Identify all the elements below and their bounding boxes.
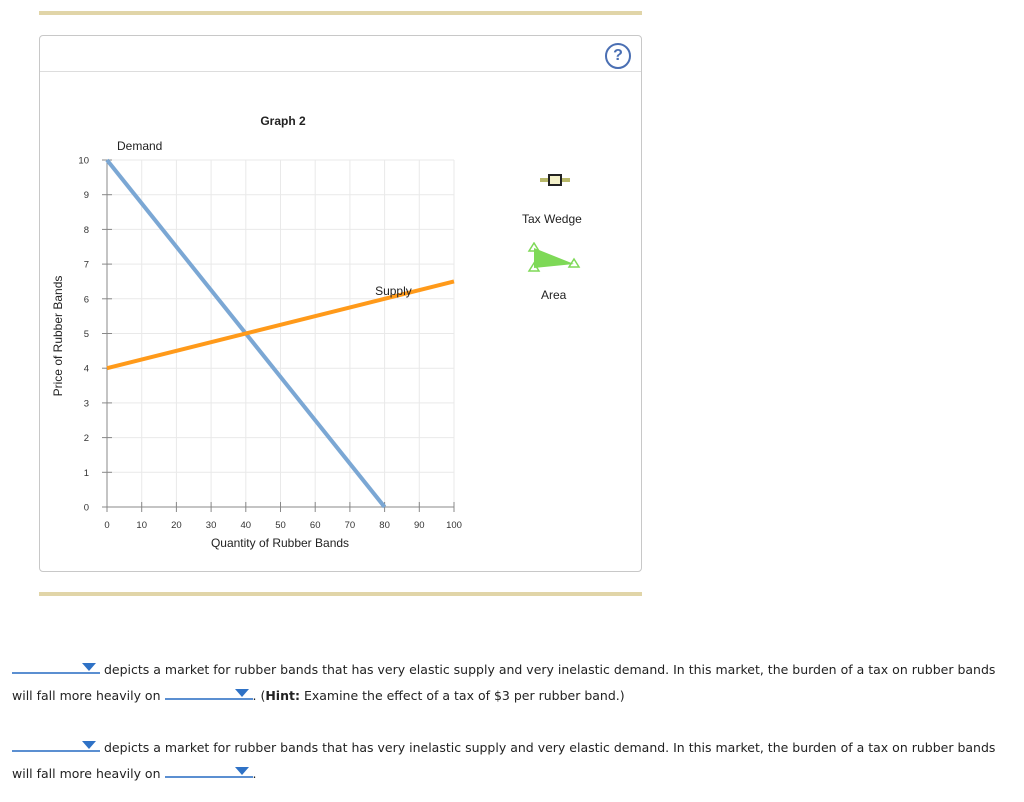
y-tick-label-0: 0	[83, 502, 89, 514]
x-tick-label-20: 20	[171, 520, 182, 531]
x-tick-label-0: 0	[104, 520, 110, 531]
question-2-burden-dropdown[interactable]	[165, 762, 253, 778]
y-tick-label-3: 3	[83, 398, 89, 410]
grid	[107, 160, 454, 507]
axes	[102, 160, 454, 512]
y-axis-label: Price of Rubber Bands	[51, 275, 65, 397]
graph-panel	[39, 35, 642, 572]
question-2-text-end: .	[252, 766, 257, 781]
y-tick-label-2: 2	[83, 433, 89, 445]
area-label: Area	[541, 288, 567, 302]
x-tick-label-30: 30	[205, 520, 217, 531]
x-tick-label-60: 60	[309, 520, 321, 531]
y-tick-label-5: 5	[83, 329, 89, 340]
area-triangle-icon	[526, 242, 582, 272]
chart-title: Graph 2	[260, 114, 306, 128]
top-divider	[39, 11, 642, 15]
chevron-down-icon	[235, 767, 249, 775]
question-1-burden-dropdown[interactable]	[165, 684, 253, 700]
tick-labels	[78, 156, 462, 532]
x-tick-label-70: 70	[344, 520, 356, 531]
question-1-text-end: . (	[252, 688, 266, 703]
area-tool[interactable]	[526, 242, 582, 272]
y-tick-label-6: 6	[83, 294, 89, 306]
question-1-graph-dropdown[interactable]	[12, 658, 100, 674]
y-tick-label-1: 1	[83, 467, 89, 479]
x-tick-label-90: 90	[414, 520, 425, 531]
chevron-down-icon	[82, 741, 96, 749]
bottom-divider	[39, 592, 642, 596]
y-tick-label-7: 7	[83, 259, 89, 271]
x-tick-label-10: 10	[136, 520, 147, 531]
hint-label: Hint:	[265, 688, 300, 703]
tax-wedge-tool[interactable]	[540, 173, 570, 187]
y-tick-label-9: 9	[83, 190, 89, 202]
supply-curve-label: Supply	[375, 283, 412, 298]
x-tick-label-100: 100	[446, 520, 462, 531]
chevron-down-icon	[235, 689, 249, 697]
x-axis-label: Quantity of Rubber Bands	[210, 536, 350, 550]
question-2-graph-dropdown[interactable]	[12, 736, 100, 752]
chevron-down-icon	[82, 663, 96, 671]
question-2	[12, 735, 1012, 787]
x-tick-label-50: 50	[275, 520, 286, 531]
tax-wedge-label: Tax Wedge	[522, 212, 582, 226]
hint-text: Examine the effect of a tax of $3 per rubber band.)	[303, 688, 625, 703]
question-1	[12, 657, 1012, 709]
demand-curve-label: Demand	[117, 139, 163, 153]
y-tick-label-10: 10	[78, 155, 89, 167]
x-tick-label-40: 40	[240, 520, 252, 531]
help-icon[interactable]: ?	[605, 43, 631, 69]
y-tick-label-8: 8	[83, 224, 89, 236]
tax-wedge-icon	[540, 173, 570, 187]
y-tick-label-4: 4	[83, 363, 89, 375]
question-2-text: depicts a market for rubber bands that has very inelastic supply and very elastic demand. In this market, the burden of a tax on rubber bands will fall more heavily on	[12, 740, 996, 781]
graph-2-chart[interactable]	[40, 36, 641, 571]
x-tick-label-80: 80	[379, 520, 390, 531]
question-1-text: depicts a market for rubber bands that has very elastic supply and very inelastic demand. In this market, the burden of a tax on rubber bands will fall more heavily on	[12, 662, 996, 703]
